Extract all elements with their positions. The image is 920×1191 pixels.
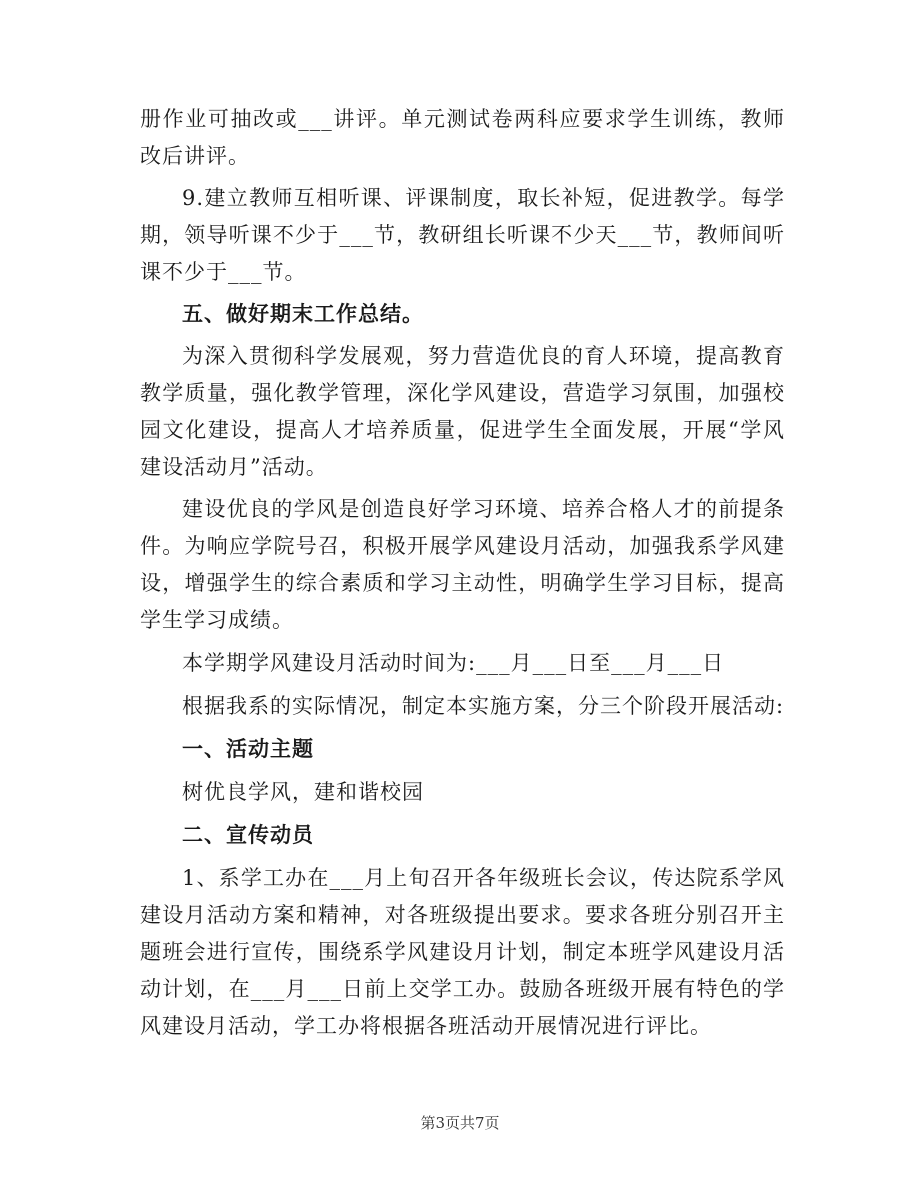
- paragraph-study-style-intro: 为深入贯彻科学发展观，努力营造优良的育人环境，提高教育教学质量，强化教学管理，深化学风建设，营造学习氛围，加强校园文化建设，提高人才培养质量，促进学生全面发展，开展“学风建设活动月”活动。: [140, 344, 785, 479]
- paragraph-study-style-purpose: 建设优良的学风是创造良好学习环境、培养合格人才的前提条件。为响应学院号召，积极开展学风建设月活动，加强我系学风建设，增强学生的综合素质和学习主动性，明确学生学习目标，提高学生学习成绩。: [140, 497, 785, 632]
- paragraph-homework-review: 册作业可抽改或___讲评。单元测试卷两科应要求学生训练，教师改后讲评。: [140, 107, 785, 168]
- paragraph-activity-time: 本学期学风建设月活动时间为:___月___日至___月___日: [182, 651, 725, 675]
- page-number-footer: 第3页共7页: [420, 1114, 500, 1132]
- paragraph-lesson-observation: 9.建立教师互相听课、评课制度，取长补短，促进教学。每学期，领导听课不少于___节，教研组长听课不少天___节，教师间听课不少于___节。: [140, 186, 785, 284]
- heading-publicity-mobilization: 二、宣传动员: [182, 823, 314, 847]
- paragraph-class-meeting: 1、系学工办在___月上旬召开各年级班长会议，传达院系学风建设月活动方案和精神，对各班级提出要求。要求各班分别召开主题班会进行宣传，围绕系学风建设月计划，制定本班学风建设月活动计划，在___月___日前上交学工办。鼓励各班级开展有特色的学风建设月活动，学工办将根据各班活动开展情况进行评比。: [140, 866, 785, 1038]
- document-body: [140, 101, 785, 1045]
- heading-activity-theme: 一、活动主题: [182, 737, 314, 761]
- heading-term-summary: 五、做好期末工作总结。: [182, 302, 424, 326]
- paragraph-implementation-plan: 根据我系的实际情况，制定本实施方案，分三个阶段开展活动:: [182, 694, 785, 718]
- paragraph-theme-slogan: 树优良学风，建和谐校园: [182, 780, 424, 804]
